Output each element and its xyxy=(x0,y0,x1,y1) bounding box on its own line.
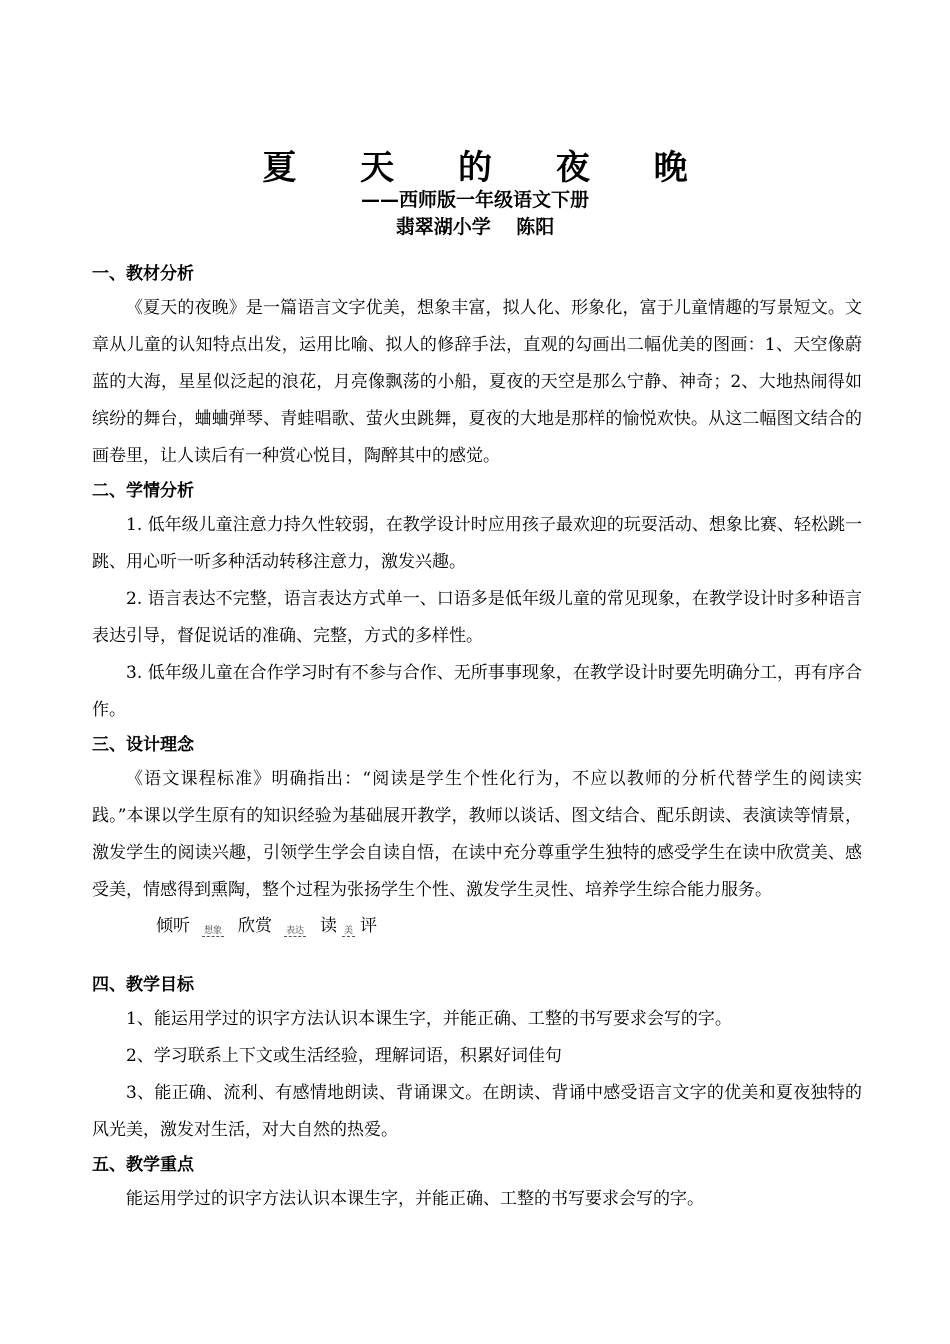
paragraph: 2、学习联系上下文或生活经验，理解词语，积累好词佳句 xyxy=(126,1046,562,1066)
flow-step: 评 xyxy=(360,916,377,936)
paragraph: 1、能运用学过的识字方法认识本课生字，并能正确、工整的书写要求会写的字。 xyxy=(126,1009,732,1029)
flow-arrow-label: 美 xyxy=(342,923,355,937)
document-subtitle: ——西师版一年级语文下册 xyxy=(360,189,589,211)
flow-step: 读 xyxy=(320,916,337,936)
paragraph: 3、能正确、流利、有感情地朗读、背诵课文。在朗读、背诵中感受语言文字的优美和夏夜独特的风光美，激发对生活，对大自然的热爱。 xyxy=(92,1083,862,1140)
section-heading: 一、教材分析 xyxy=(92,264,194,284)
section-heading: 五、教学重点 xyxy=(92,1155,194,1175)
paragraph: 《夏天的夜晚》是一篇语言文字优美，想象丰富，拟人化、形象化，富于儿童情趣的写景短文。文章从儿童的认知特点出发，运用比喻、拟人的修辞手法，直观的勾画出二幅优美的图画：1、天空像蔚蓝的大海，星星似泛起的浪花，月亮像飘荡的小船，夏夜的天空是那么宁静、神奇；2、大地热闹得如缤纷的舞台，蛐蛐弹琴、青蛙唱歌、萤火虫跳舞，夏夜的大地是那样的愉悦欢快。从这二幅图文结合的画卷里，让人读后有一种赏心悦目，陶醉其中的感觉。 xyxy=(92,298,862,466)
flow-arrow-label: 想象 xyxy=(202,923,224,937)
flow-step: 欣赏 xyxy=(238,916,272,936)
section-heading: 二、学情分析 xyxy=(92,481,194,501)
paragraph: 《语文课程标准》明确指出：“阅读是学生个性化行为，不应以教师的分析代替学生的阅读实践。”本课以学生原有的知识经验为基础展开教学，教师以谈话、图文结合、配乐朗读、表演读等情景，激发学生的阅读兴趣，引领学生学会自读自悟，在读中充分尊重学生独特的感受学生在读中欣赏美、感受美，情感得到熏陶，整个过程为张扬学生个性、激发学生灵性、培养学生综合能力服务。 xyxy=(92,769,862,900)
flow-step: 倾听 xyxy=(156,916,190,936)
section-heading: 三、设计理念 xyxy=(92,735,194,755)
paragraph: 能运用学过的识字方法认识本课生字，并能正确、工整的书写要求会写的字。 xyxy=(126,1189,704,1209)
section-heading: 四、教学目标 xyxy=(92,975,194,995)
document-body xyxy=(92,258,862,1218)
paragraph: 1. 低年级儿童注意力持久性较弱，在教学设计时应用孩子最欢迎的玩耍活动、想象比赛、轻松跳一跳、用心听一听多种活动转移注意力，激发兴趣。 xyxy=(92,515,862,572)
flow-arrow-label: 表达 xyxy=(284,923,306,937)
paragraph: 3. 低年级儿童在合作学习时有不参与合作、无所事事现象，在教学设计时要先明确分工，再有序合作。 xyxy=(92,663,862,720)
document-title: 夏 天 的 夜 晚 xyxy=(262,148,714,188)
paragraph: 2. 语言表达不完整，语言表达方式单一、口语多是低年级儿童的常见现象，在教学设计时多种语言表达引导，督促说话的准确、完整，方式的多样性。 xyxy=(92,589,862,646)
design-flow-chart xyxy=(92,909,862,969)
author-line: 翡翠湖小学 陈阳 xyxy=(395,216,555,238)
